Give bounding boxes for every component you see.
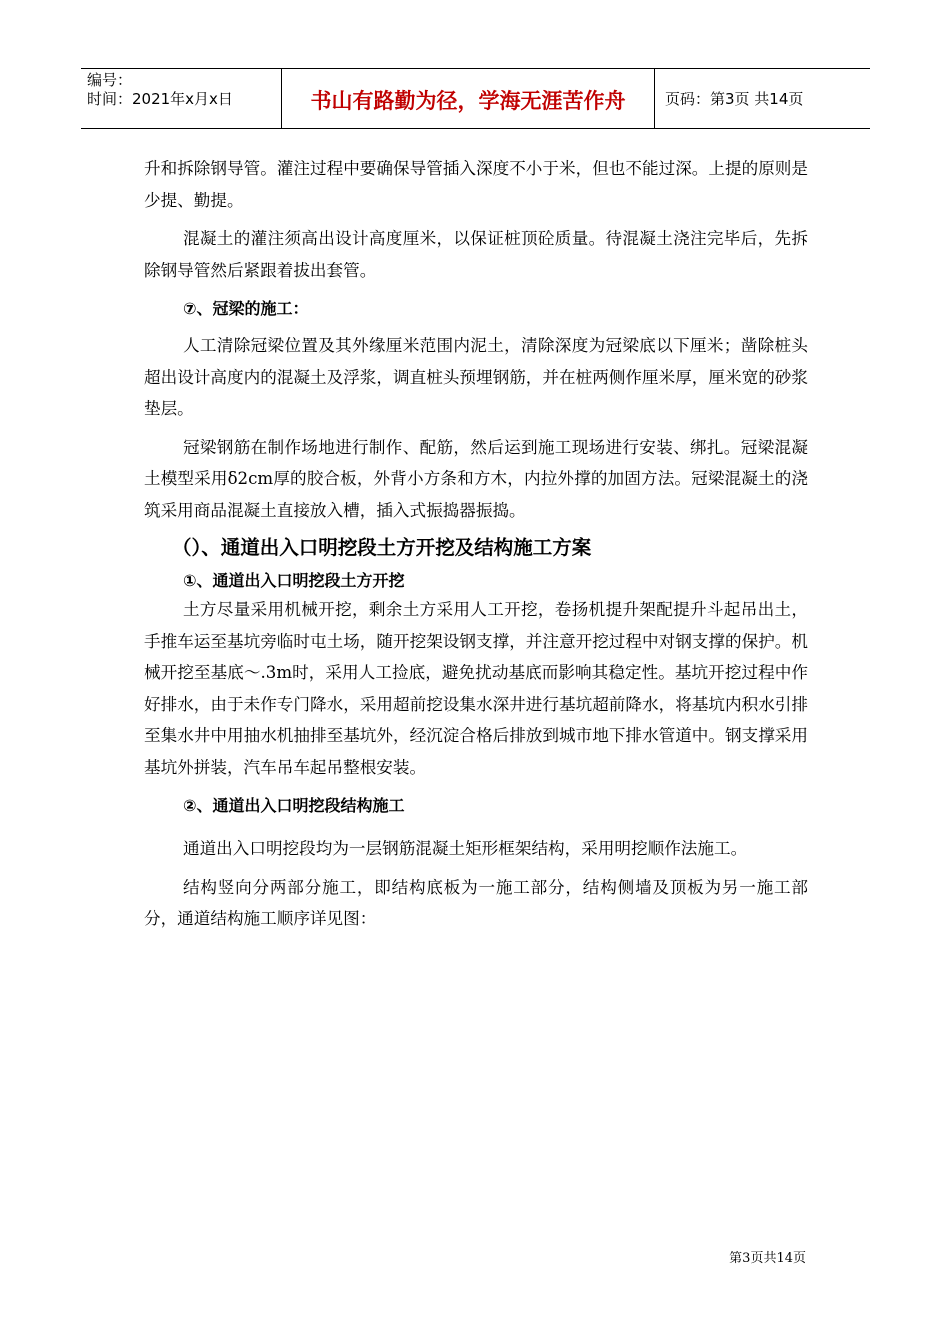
paragraph: 升和拆除钢导管。灌注过程中要确保导管插入深度不小于米，但也不能过深。上提的原则是少提、勤提。 bbox=[144, 159, 808, 210]
date-label: 时间：2021年x月x日 bbox=[87, 90, 233, 108]
number-label: 编号： bbox=[87, 71, 133, 89]
subheading-excavation: ①、通道出入口明挖段土方开挖 bbox=[183, 571, 405, 590]
header-meta bbox=[81, 69, 282, 128]
page-footer: 第3页共14页 bbox=[729, 1251, 806, 1266]
paragraph: 通道出入口明挖段均为一层钢筋混凝土矩形框架结构，采用明挖顺作法施工。 bbox=[183, 839, 748, 858]
paragraph: 混凝土的灌注须高出设计高度厘米，以保证桩顶砼质量。待混凝土浇注完毕后，先拆除钢导管然后紧跟着拔出套管。 bbox=[144, 229, 808, 280]
subheading-structure: ②、通道出入口明挖段结构施工 bbox=[183, 796, 405, 815]
paragraph: 结构竖向分两部分施工，即结构底板为一施工部分，结构侧墙及顶板为另一施工部分，通道结构施工顺序详见图： bbox=[144, 877, 808, 928]
page-header bbox=[81, 68, 870, 129]
paragraph: 人工清除冠梁位置及其外缘厘米范围内泥土，清除深度为冠梁底以下厘米；凿除桩头超出设计高度内的混凝土及浮浆，调直桩头预埋钢筋，并在桩两侧作厘米厚，厘米宽的砂浆垫层。 bbox=[144, 336, 808, 418]
header-page-info: 页码：第3页 共14页 bbox=[665, 90, 804, 108]
document-body bbox=[144, 153, 808, 942]
paragraph: 土方尽量采用机械开挖，剩余土方采用人工开挖，卷扬机提升架配提升斗起吊出土，手推车运至基坑旁临时屯土场，随开挖架设钢支撑，并注意开挖过程中对钢支撑的保护。机械开挖至基底～.3m时，采用人工捡底，避免扰动基底而影响其稳定性。基坑开挖过程中作好排水，由于未作专门降水，采用超前挖设集水深井进行基坑超前降水，将基坑内积水引排至集水井中用抽水机抽排至基坑外，经沉淀合格后排放到城市地下排水管道中。钢支撑采用基坑外拼装，汽车吊车起吊整根安装。 bbox=[144, 600, 808, 777]
section-heading: （）、通道出入口明挖段土方开挖及结构施工方案 bbox=[172, 536, 592, 559]
subheading-crown-beam: ⑦、冠梁的施工： bbox=[183, 299, 309, 318]
paragraph: 冠梁钢筋在制作场地进行制作、配筋，然后运到施工现场进行安装、绑扎。冠梁混凝土模型采用δ2cm厚的胶合板，外背小方条和方木，内拉外撑的加固方法。冠梁混凝土的浇筑采用商品混凝土直接放入槽，插入式振捣器振捣。 bbox=[144, 437, 808, 520]
header-motto: 书山有路勤为径，学海无涯苦作舟 bbox=[282, 69, 655, 128]
